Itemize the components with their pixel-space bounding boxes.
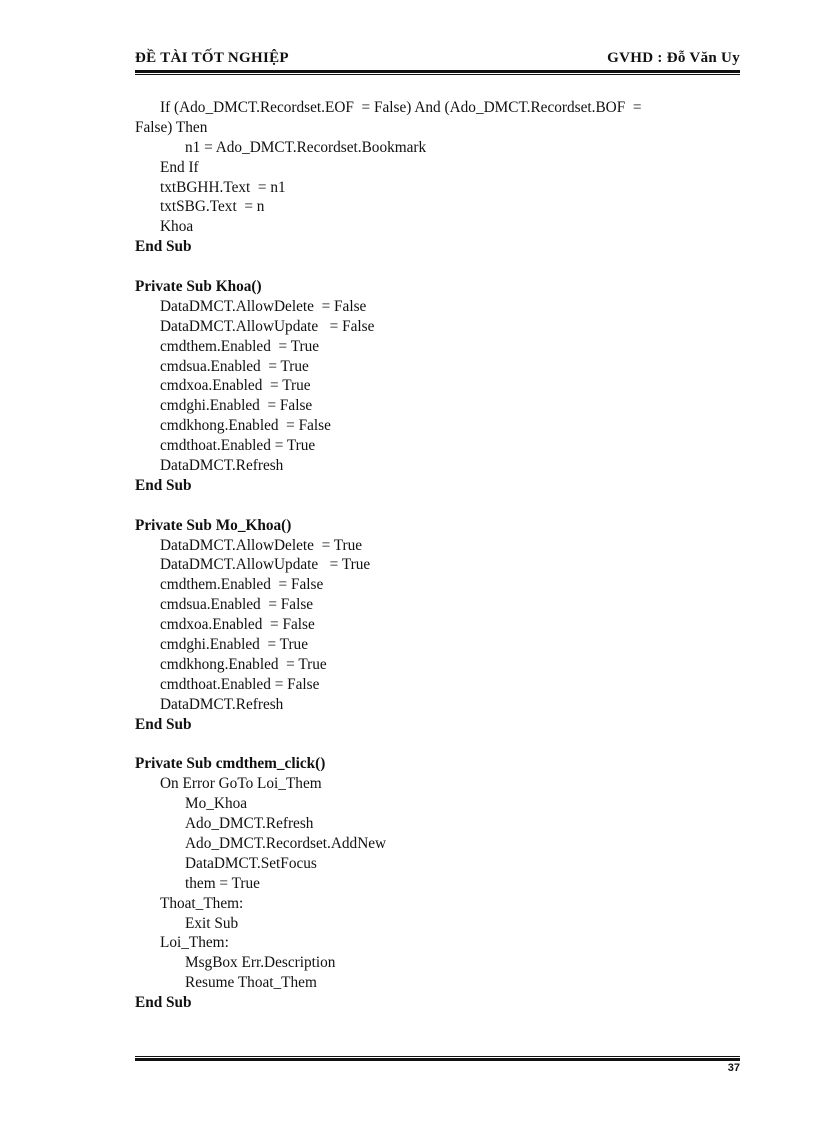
code-line: cmdkhong.Enabled = False [160,417,331,435]
code-line: End Sub [135,238,192,256]
code-line: cmdghi.Enabled = False [160,397,313,415]
sub-declaration: Private Sub Mo_Khoa() [135,516,292,534]
code-line: cmdthoat.Enabled = True [160,437,316,455]
code-line: txtSBG.Text = n [160,198,265,216]
code-line: n1 = Ado_DMCT.Recordset.Bookmark [185,138,427,156]
code-line: DataDMCT.AllowUpdate = True [160,556,371,574]
header-advisor: GVHD : Đỗ Văn Uy [607,50,740,66]
code-line: cmdthem.Enabled = True [160,337,320,355]
code-line: cmdsua.Enabled = True [160,357,309,375]
code-line: Khoa [160,218,194,236]
code-line: cmdxoa.Enabled = True [160,377,311,395]
code-line: DataDMCT.Refresh [160,695,284,713]
code-listing [135,98,740,1013]
code-line: Exit Sub [185,914,239,932]
code-line: If (Ado_DMCT.Recordset.EOF = False) And (Ado_DMCT.Recordset.BOF = [160,99,642,116]
code-line: DataDMCT.AllowDelete = True [160,536,363,554]
code-line: End Sub [135,476,192,494]
sub-declaration: Private Sub cmdthem_click() [135,755,326,773]
code-line: txtBGHH.Text = n1 [160,178,286,196]
code-line: On Error GoTo Loi_Them [160,775,322,793]
code-line: Ado_DMCT.Recordset.AddNew [185,834,387,852]
page-number: 37 [727,1062,740,1074]
code-line: Thoat_Them: [160,894,244,912]
code-line: Mo_Khoa [185,795,248,813]
code-line: cmdkhong.Enabled = True [160,655,327,673]
code-line: DataDMCT.AllowUpdate = False [160,317,375,335]
code-line: DataDMCT.Refresh [160,457,284,475]
code-line: Ado_DMCT.Refresh [185,815,314,833]
code-line: End Sub [135,994,192,1012]
code-line: Loi_Them: [160,934,229,952]
sub-declaration: Private Sub Khoa() [135,278,262,296]
footer-rule [135,1056,740,1061]
code-line: DataDMCT.AllowDelete = False [160,297,367,315]
blank-line [135,257,740,277]
header-title: ĐỀ TÀI TỐT NGHIỆP [135,50,289,66]
code-line: DataDMCT.SetFocus [185,854,317,872]
header-rule [135,70,740,75]
code-line: cmdxoa.Enabled = False [160,616,315,634]
code-line: them = True [185,874,260,892]
code-line: False) Then [135,118,208,136]
code-line: cmdthem.Enabled = False [160,576,324,594]
blank-line [135,496,740,516]
page-header [135,50,740,70]
code-line: End If [160,158,199,176]
code-line: MsgBox Err.Description [185,954,336,972]
code-line: cmdsua.Enabled = False [160,596,314,614]
code-line: Resume Thoat_Them [185,974,317,992]
code-line: cmdthoat.Enabled = False [160,675,320,693]
blank-line [135,735,740,755]
code-line: End Sub [135,715,192,733]
code-line: cmdghi.Enabled = True [160,636,308,654]
